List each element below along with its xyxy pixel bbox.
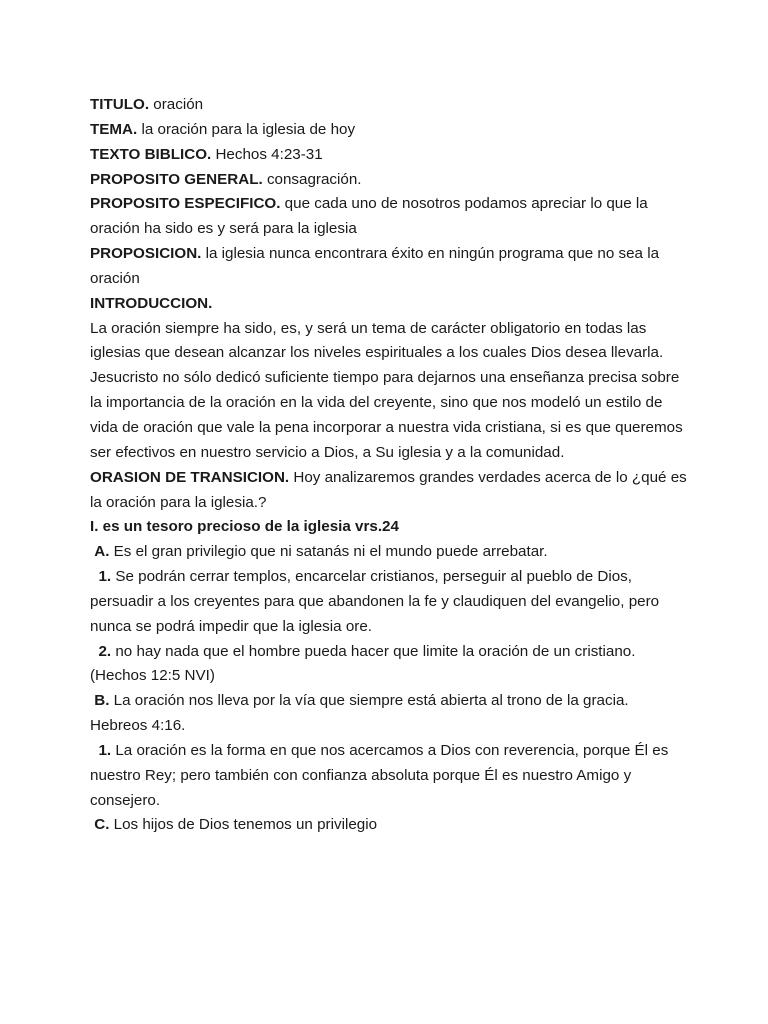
point-a-text: Es el gran privilegio que ni satanás ni el mundo puede arrebatar.: [109, 543, 548, 561]
intro-paragraph-1: La oración siempre ha sido, es, y será un tema de carácter obligatorio en todas las iglesias que desean alcanzar los niveles espirituales a los cuales Dios desea llevarla.: [90, 319, 664, 362]
point-c-text: Los hijos de Dios tenemos un privilegio: [109, 816, 378, 834]
point-a1-label: 1.: [98, 568, 112, 586]
point-a2-text: no hay nada que el hombre pueda hacer que limite la oración de un cristiano. (Hechos 12:5 NVI): [90, 642, 636, 685]
proposito-general-label: PROPOSITO GENERAL.: [90, 170, 263, 188]
document-page: [90, 93, 690, 838]
tema-line: [90, 118, 690, 143]
transicion-line: [90, 466, 690, 516]
point-a2-label: 2.: [98, 642, 112, 660]
point-a1: [90, 565, 690, 640]
tema-label: TEMA.: [90, 120, 138, 138]
point-c-label: C.: [94, 816, 110, 834]
proposito-especifico-label: PROPOSITO ESPECIFICO.: [90, 195, 281, 213]
point-b-text: La oración nos lleva por la vía que siempre está abierta al trono de la gracia. Hebreos 4:16.: [90, 692, 629, 735]
point-a-label: A.: [94, 543, 110, 561]
point-a: [90, 540, 690, 565]
point-b1-text: La oración es la forma en que nos acercamos a Dios con reverencia, porque Él es nuestro Rey; pero también con confianza absoluta porque Él es nuestro Amigo y consejero.: [90, 741, 669, 809]
proposicion-text: la iglesia nunca encontrara éxito en ningún programa que no sea la oración: [90, 245, 660, 287]
proposito-general-text: consagración.: [262, 170, 362, 188]
section-1-heading: I. es un tesoro precioso de la iglesia vrs.24: [90, 518, 399, 536]
texto-biblico-line: [90, 143, 690, 168]
point-b1: [90, 739, 690, 814]
intro-paragraph-2: Jesucristo no sólo dedicó suficiente tiempo para dejarnos una enseñanza precisa sobre la importancia de la oración en la vida del creyente, sino que nos modeló un estilo de vida de oración que vale la pena incorporar a nuestra vida cristiana, si es que queremos ser efectivos en nuestro servicio a Dios, a Su iglesia y a la comunidad.: [90, 369, 683, 461]
proposito-especifico-line: [90, 192, 690, 242]
proposicion-label: PROPOSICION.: [90, 245, 202, 263]
titulo-line: [90, 93, 690, 118]
point-a2: [90, 640, 690, 690]
point-b1-label: 1.: [98, 741, 112, 759]
introduccion-heading: INTRODUCCION.: [90, 294, 213, 312]
tema-text: la oración para la iglesia de hoy: [137, 120, 356, 138]
titulo-label: TITULO.: [90, 96, 150, 113]
texto-biblico-label: TEXTO BIBLICO.: [90, 145, 212, 163]
transicion-text: Hoy analizaremos grandes verdades acerca de lo ¿qué es la oración para la iglesia.?: [90, 468, 687, 511]
point-b-label: B.: [94, 692, 110, 710]
transicion-label: ORASION DE TRANSICION.: [90, 468, 290, 486]
proposicion-line: [90, 242, 690, 292]
proposito-especifico-text: que cada uno de nosotros podamos apreciar lo que la oración ha sido es y será para la iglesia: [90, 195, 648, 238]
point-a1-text: Se podrán cerrar templos, encarcelar cristianos, perseguir al pueblo de Dios, persuadir a los creyentes para que abandonen la fe y claudiquen del evangelio, pero nunca se podrá impedir que la iglesia ore.: [90, 568, 660, 635]
point-b: [90, 689, 690, 739]
texto-biblico-text: Hechos 4:23-31: [211, 145, 323, 163]
proposito-general-line: [90, 168, 690, 193]
point-c: [90, 813, 690, 838]
titulo-text: oración: [149, 96, 204, 113]
